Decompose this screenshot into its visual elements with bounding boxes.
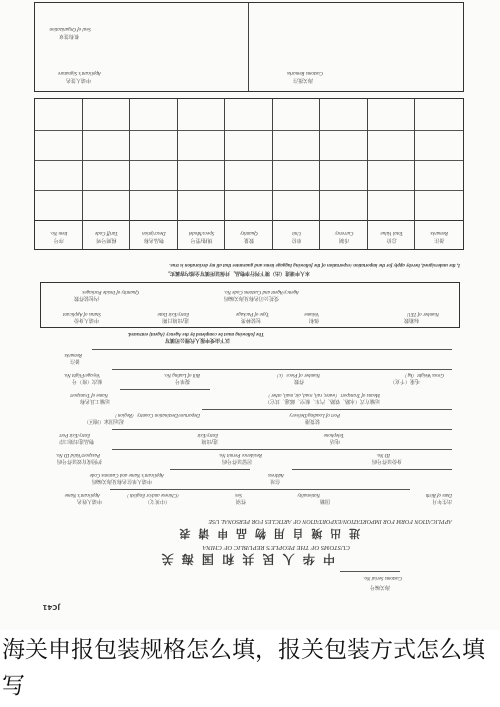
label-transport: 运输工具名称 <box>79 398 110 404</box>
table-header-en: Item No. <box>50 230 68 235</box>
table-row-line <box>35 190 463 191</box>
label-applicant-name: 申请人姓名 <box>76 498 102 504</box>
table-header-en: Tariff Code <box>94 230 118 235</box>
table-header-cn: 备注 <box>434 237 445 243</box>
label-volume-en: Volume <box>304 311 319 316</box>
table-header-cn: 物品名称 <box>143 237 164 243</box>
field-line <box>92 349 452 350</box>
label-teu: 标箱数 <box>403 317 419 323</box>
table-header-cn: 序号 <box>53 237 64 243</box>
label-voyage-en: Voyage/Flight No. <box>63 372 100 377</box>
label-inside-packages-en: Quantity of Inside Packages <box>82 289 139 294</box>
label-pieces: 件数 <box>293 378 304 384</box>
label-entry-exit: 进/出境 <box>201 438 218 444</box>
field-line <box>202 409 452 410</box>
label-country-en: Departure/Destination Country（Region） <box>112 412 200 417</box>
table-header-cn: 规格/型号 <box>190 237 213 243</box>
table-header-en: Quantity <box>240 230 258 235</box>
form-code: JC41 <box>42 603 60 611</box>
table-header-cn: 币制 <box>339 237 350 243</box>
title-en-1: CUSTOMS OF THE PEOPLE'S REPUBLIC OF CHINA <box>202 544 350 551</box>
label-applicant-name-en: Applicant's Name <box>64 492 100 497</box>
label-agency-en: Agency/Agent and Customs Code No. <box>223 289 299 294</box>
label-seal: 机构签章 <box>58 33 79 39</box>
table-column-divider <box>82 99 83 249</box>
label-country: 起运国家（地区） <box>83 418 124 424</box>
label-nationality-en: Nationality <box>297 492 320 497</box>
label-residence-en: Residence Permit No. <box>218 452 262 457</box>
table-header-en: Remarks <box>430 230 448 235</box>
table-header-en: Specs/Model <box>188 230 215 235</box>
signature-section <box>34 2 464 92</box>
label-id: 身份证件号码 <box>371 458 402 464</box>
field-line <box>120 389 210 390</box>
label-dob-en: Date of Birth <box>425 492 452 497</box>
label-teu-en: Number of TEU <box>407 311 439 316</box>
agency-heading-en: The following must be completed by the Agency (Agent) entrusted. <box>127 331 264 336</box>
table-header-cn: 税则号列 <box>96 237 117 243</box>
table-header-cn: 数量 <box>244 237 255 243</box>
article-title: 海关申报包装规格怎么填，报关包装方式怎么填写 <box>0 630 500 707</box>
declaration-en: I, the undersigned, hereby apply for the importation /exportation of the following luggage items and guarantee that all my declaration is true. <box>169 262 460 267</box>
label-means: 运输方式（水路、铁路、汽车、航空、邮递、其它） <box>264 398 380 404</box>
label-customs-remarks: 海关批注 <box>292 77 313 83</box>
label-package-type-en: Type of Package <box>236 311 269 316</box>
agency-heading-cn: 以下由受申报人代理公司填写 <box>164 337 230 343</box>
serial-label-en: Customs Serial No. <box>363 575 402 580</box>
label-voyage: 航次（班）号 <box>71 378 102 384</box>
table-column-divider <box>272 99 273 249</box>
label-applicant-signature: 申请人签名 <box>65 77 91 83</box>
label-id-en: ID No. <box>376 452 390 457</box>
agency-section <box>40 282 460 328</box>
label-address-en: Address <box>268 472 284 477</box>
label-entry-exit-en: Entry/Exit <box>197 432 218 437</box>
table-header-en: Total Value <box>380 230 403 235</box>
field-line <box>292 469 452 470</box>
label-org-en: Applicant's Name and Customs Code <box>89 472 164 477</box>
label-weight-en: Gross Weight（kg） <box>402 372 444 377</box>
declaration-cn: 本人申请进（出）境下列行李物品，并保证所填写全部内容属实。 <box>164 270 310 276</box>
label-address: 住址 <box>269 478 280 484</box>
table-column-divider <box>414 99 415 249</box>
table-header-line <box>35 220 463 221</box>
table-column-divider <box>129 99 130 249</box>
label-weight: 毛重（千克） <box>389 378 420 384</box>
label-loading-port-en: Port of Loading/Delivery <box>289 412 340 417</box>
label-entry-date: 进/出境日期 <box>162 317 189 323</box>
table-header-cn: 单位 <box>291 237 302 243</box>
label-bill: 提单号 <box>174 378 190 384</box>
field-line <box>170 469 250 470</box>
signature-divider <box>248 3 249 91</box>
label-seal-en: Seal of Organization <box>49 26 91 31</box>
items-table <box>34 98 464 250</box>
label-volume: 体积 <box>308 317 319 323</box>
title-en-2: APPLICATION FORM FOR IMPORTATION/EXPORTATION OF ARTICLES FOR PERSONAL USE <box>208 518 452 524</box>
serial-label-cn: 海关编号 <box>369 584 390 590</box>
label-remarks-en: Remarks <box>64 352 82 357</box>
table-row-line <box>35 160 463 161</box>
table-header-cn: 总价 <box>386 237 397 243</box>
label-nationality: 国籍 <box>319 498 330 504</box>
table-column-divider <box>319 99 320 249</box>
field-line <box>112 429 452 430</box>
title-cn-2: 进 出 境 自 用 物 品 申 请 表 <box>177 527 360 540</box>
table-row-line <box>35 130 463 131</box>
label-status: 申请人身份 <box>73 317 99 323</box>
label-inside-packages: 内包装件数 <box>73 295 99 301</box>
label-applicant-signature-en: Applicant's Signature <box>58 70 101 75</box>
table-header-en: Currency <box>334 230 354 235</box>
field-line <box>110 489 410 490</box>
label-residence: 居留证件号码 <box>221 458 252 464</box>
label-applicant-lang-en: （Chinese and/or English） <box>124 492 182 497</box>
label-loading-port: 装货港 <box>304 418 320 424</box>
serial-line <box>340 571 400 572</box>
label-pieces-en: Number of Piece（s） <box>274 372 320 377</box>
label-bill-en: Bill of Lading No. <box>163 372 200 377</box>
label-passport-en: Passport/Valid ID No. <box>55 452 100 457</box>
label-passport: 护照或有效证件号码 <box>56 458 102 464</box>
table-column-divider <box>224 99 225 249</box>
field-line <box>112 369 452 370</box>
label-transport-en: Name of Transport <box>70 392 108 397</box>
title-cn-1: 中 华 人 民 共 和 国 海 关 <box>159 552 335 566</box>
label-status-en: Status of Applicant <box>63 311 101 316</box>
label-agency: 受托公司名称及海关编码 <box>223 295 279 301</box>
label-phone-en: Telephone <box>323 432 344 437</box>
label-sex-en: Sex <box>235 492 242 497</box>
label-phone: 电话 <box>329 438 340 444</box>
field-line <box>112 449 452 450</box>
label-means-en: Means of Transport（water, rail, road, air, mail, other） <box>266 392 380 397</box>
label-customs-remarks-en: Customs Remarks <box>287 70 323 75</box>
label-entry-date-en: Entry/Exit Date <box>157 311 189 316</box>
table-column-divider <box>177 99 178 249</box>
label-port: 物品进出境口岸 <box>58 438 94 444</box>
table-header-en: Unit <box>292 230 302 235</box>
label-sex: 性别 <box>235 498 246 504</box>
label-remarks: 备注 <box>69 358 80 364</box>
label-org: 申请人单位名称及海关编码 <box>91 478 152 484</box>
label-port-en: Entry/Exit Port <box>59 432 90 437</box>
label-dob: 出生年月 <box>431 498 452 504</box>
label-applicant-name-lang: （中英文） <box>144 498 170 504</box>
table-column-divider <box>367 99 368 249</box>
label-package-type: 包装种类 <box>240 317 261 323</box>
table-header-en: Description <box>142 230 166 235</box>
